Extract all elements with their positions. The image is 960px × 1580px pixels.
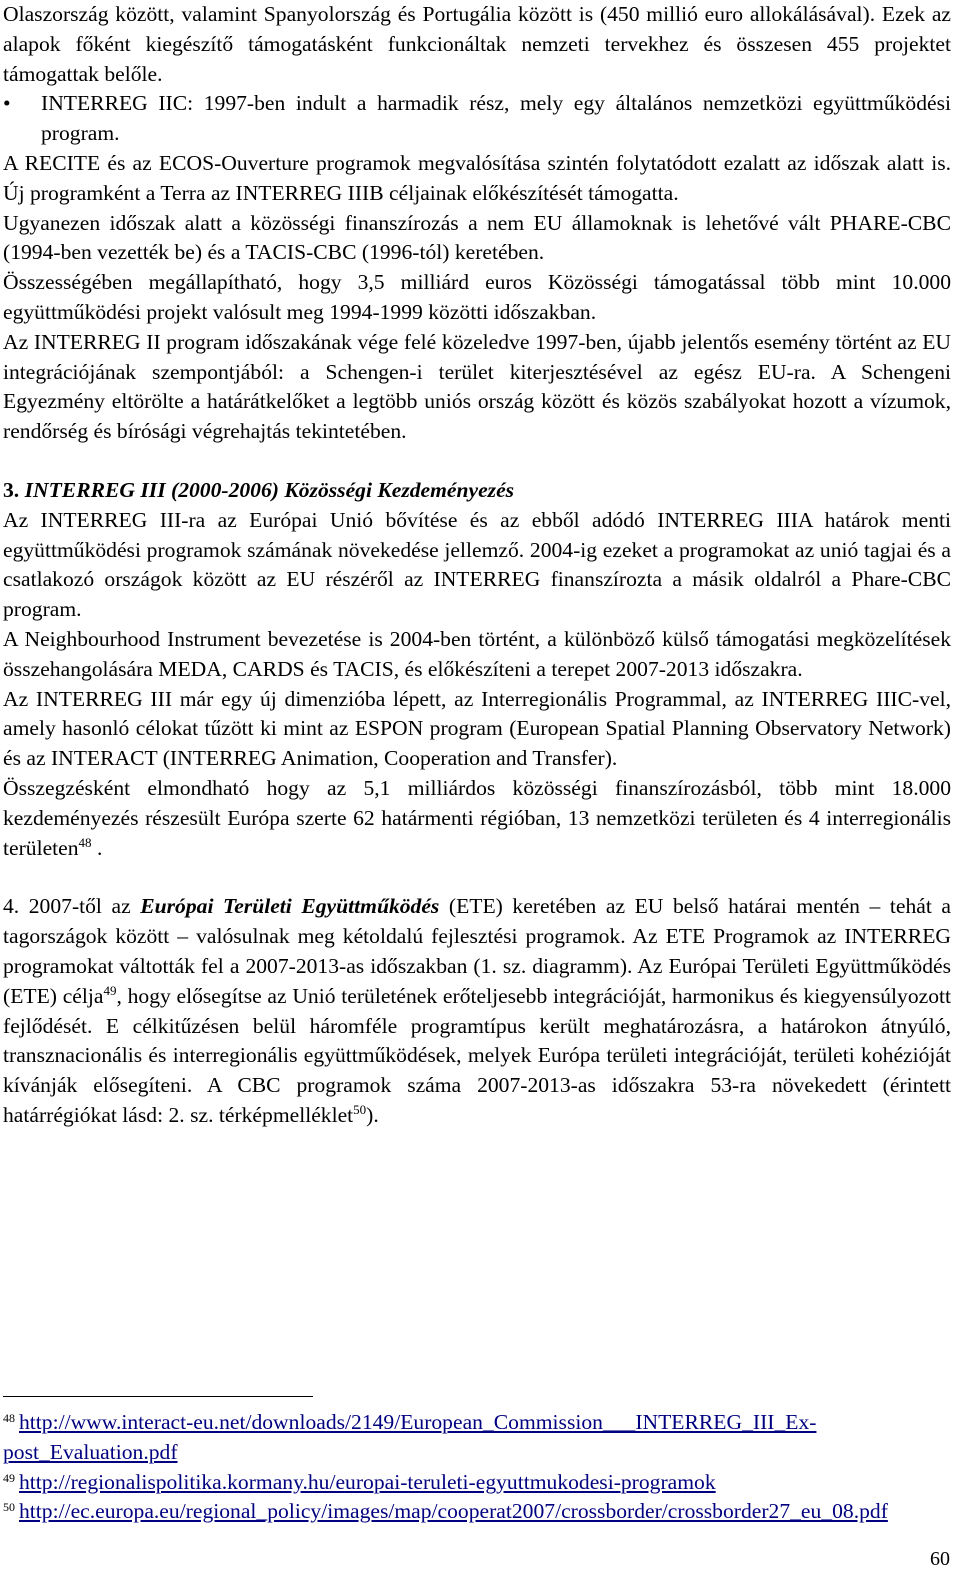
paragraph-end: .: [91, 835, 103, 860]
section-title: INTERREG III (2000-2006) Közösségi Kezdeményezés: [24, 477, 515, 502]
emphasis-term: Európai Területi Együttműködés: [140, 894, 440, 919]
section-heading: [3, 476, 951, 506]
paragraph-text: Összegzésként elmondható hogy az 5,1 milliárdos közösségi finanszírozásból, több mint 18.000 kezdeményezés részesült Európa szerte 62 határmenti régióban, 13 nemzetközi területen és 4 interregionális területen: [3, 775, 951, 860]
paragraph: Ugyanezen időszak alatt a közösségi finanszírozás a nem EU államoknak is lehetővé vált PHARE-CBC (1994-ben vezették be) és a TACIS-CBC (1996-tól) keretében.: [3, 210, 951, 265]
paragraph: A RECITE és az ECOS-Ouverture programok megvalósítása szintén folytatódott ezalatt az időszak alatt is. Új programként a Terra az INTERREG IIIB céljainak előkészítését támogatta.: [3, 150, 951, 205]
paragraph-text: 4. 2007-től az: [3, 894, 141, 919]
bullet-text: INTERREG IIC: 1997-ben indult a harmadik rész, mely egy általános nemzetközi együttműködési program.: [41, 91, 951, 146]
paragraph: Összességében megállapítható, hogy 3,5 milliárd euros Közösségi támogatással több mint 10.000 együttműködési projekt valósult meg 1994-1999 közötti időszakban.: [3, 270, 951, 324]
paragraph: [3, 774, 951, 863]
paragraph: A Neighbourhood Instrument bevezetése is 2004-ben történt, a különböző külső támogatási megközelítések összehangolására MEDA, CARDS és TACIS, és előkészíteni a terepet 2007-2013 időszakra.: [3, 626, 951, 681]
footnote-link[interactable]: http://ec.europa.eu/regional_policy/images/map/cooperat2007/crossborder/crossborder27_eu_08.pdf: [19, 1499, 888, 1524]
footnote: [3, 1468, 943, 1498]
paragraph-text: , hogy elősegítse az Unió területének erőteljesebb integrációját, harmonikus és kiegyensúlyozott fejlődését. E célkitűzésen belül háromféle programtípus került meghatározásra, a határokon átnyúló, transznacionális és interregionális együttműködések, melyek Európa területi integrációját, területi kohézióját kívánják elősegíteni. A CBC programok száma 2007-2013-as időszakra 53-ra növekedett (érintett határrégiókat lásd: 2. sz. térképmelléklet: [3, 983, 951, 1127]
footnote-ref[interactable]: 50: [353, 1101, 367, 1117]
footnote-number: 48: [3, 1411, 15, 1425]
paragraph: Olaszország között, valamint Spanyolország és Portugália között is (450 millió euro allokálásával). Ezek az alapok főként kiegészítő támogatásként funkcionáltak nemzeti tervekhez és összesen 455 projektet támogattak belőle.: [3, 2, 951, 86]
paragraph-text: (ETE) keretében az EU belső határai mentén – tehát a tagországok között – valósulnak meg kétoldalú fejlesztési programok. Az ETE Programok az INTERREG programokat váltották fel a 2007-2013-as időszakban (1. sz. diagramm). Az Európai Területi Együttműködés (ETE) célja: [3, 894, 951, 1008]
paragraph: Az INTERREG II program időszakának vége felé közeledve 1997-ben, újabb jelentős esemény történt az EU integrációjának szempontjából: a Schengen-i terület kiterjesztésével az egész EU-ra. A Schengeni Egyezmény eltörölte a határátkelőket a legtöbb uniós ország között és közös szabályokat hozott a vízumok, rendőrség és bírósági végrehajtás tekintetében.: [3, 329, 951, 444]
footnote-number: 50: [3, 1500, 15, 1515]
footnote-ref[interactable]: 49: [103, 982, 117, 998]
paragraph: Az INTERREG III-ra az Európai Unió bővítése és az ebből adódó INTERREG IIIA határok menti együttműködési programok számának növekedése jellemző. 2004-ig ezeket a programokat az unió tagjai és a csatlakozó országok között az EU részéről az INTERREG finanszírozta a másik oldalról a Phare-CBC program.: [3, 507, 951, 622]
paragraph: [3, 892, 951, 1130]
section-number: 3.: [3, 477, 20, 502]
footnote: [3, 1497, 943, 1527]
bullet-icon: •: [3, 91, 11, 116]
footnote-link[interactable]: http://www.interact-eu.net/downloads/2149/European_Commission___INTERREG_III_Ex-post_Evaluation.pdf: [3, 1410, 817, 1464]
page-number: 60: [930, 1548, 950, 1570]
document-body: [3, 0, 951, 1131]
footnote-link[interactable]: http://regionalispolitika.kormany.hu/europai-teruleti-egyuttmukodesi-programok: [19, 1469, 716, 1494]
footnote-number: 49: [3, 1470, 15, 1485]
footnote: [3, 1408, 943, 1468]
footnote-ref[interactable]: 48: [78, 834, 92, 850]
paragraph: Az INTERREG III már egy új dimenzióba lépett, az Interregionális Programmal, az INTERREG IIIC-vel, amely hasonló célokat tűzött ki mint az ESPON program (European Spatial Planning Observatory Network) és az INTERACT (INTERREG Animation, Cooperation and Transfer).: [3, 686, 951, 771]
footnotes: [3, 1408, 943, 1527]
footnote-separator: [3, 1396, 313, 1397]
bullet-item: [3, 89, 951, 149]
paragraph-end: ).: [366, 1102, 379, 1127]
